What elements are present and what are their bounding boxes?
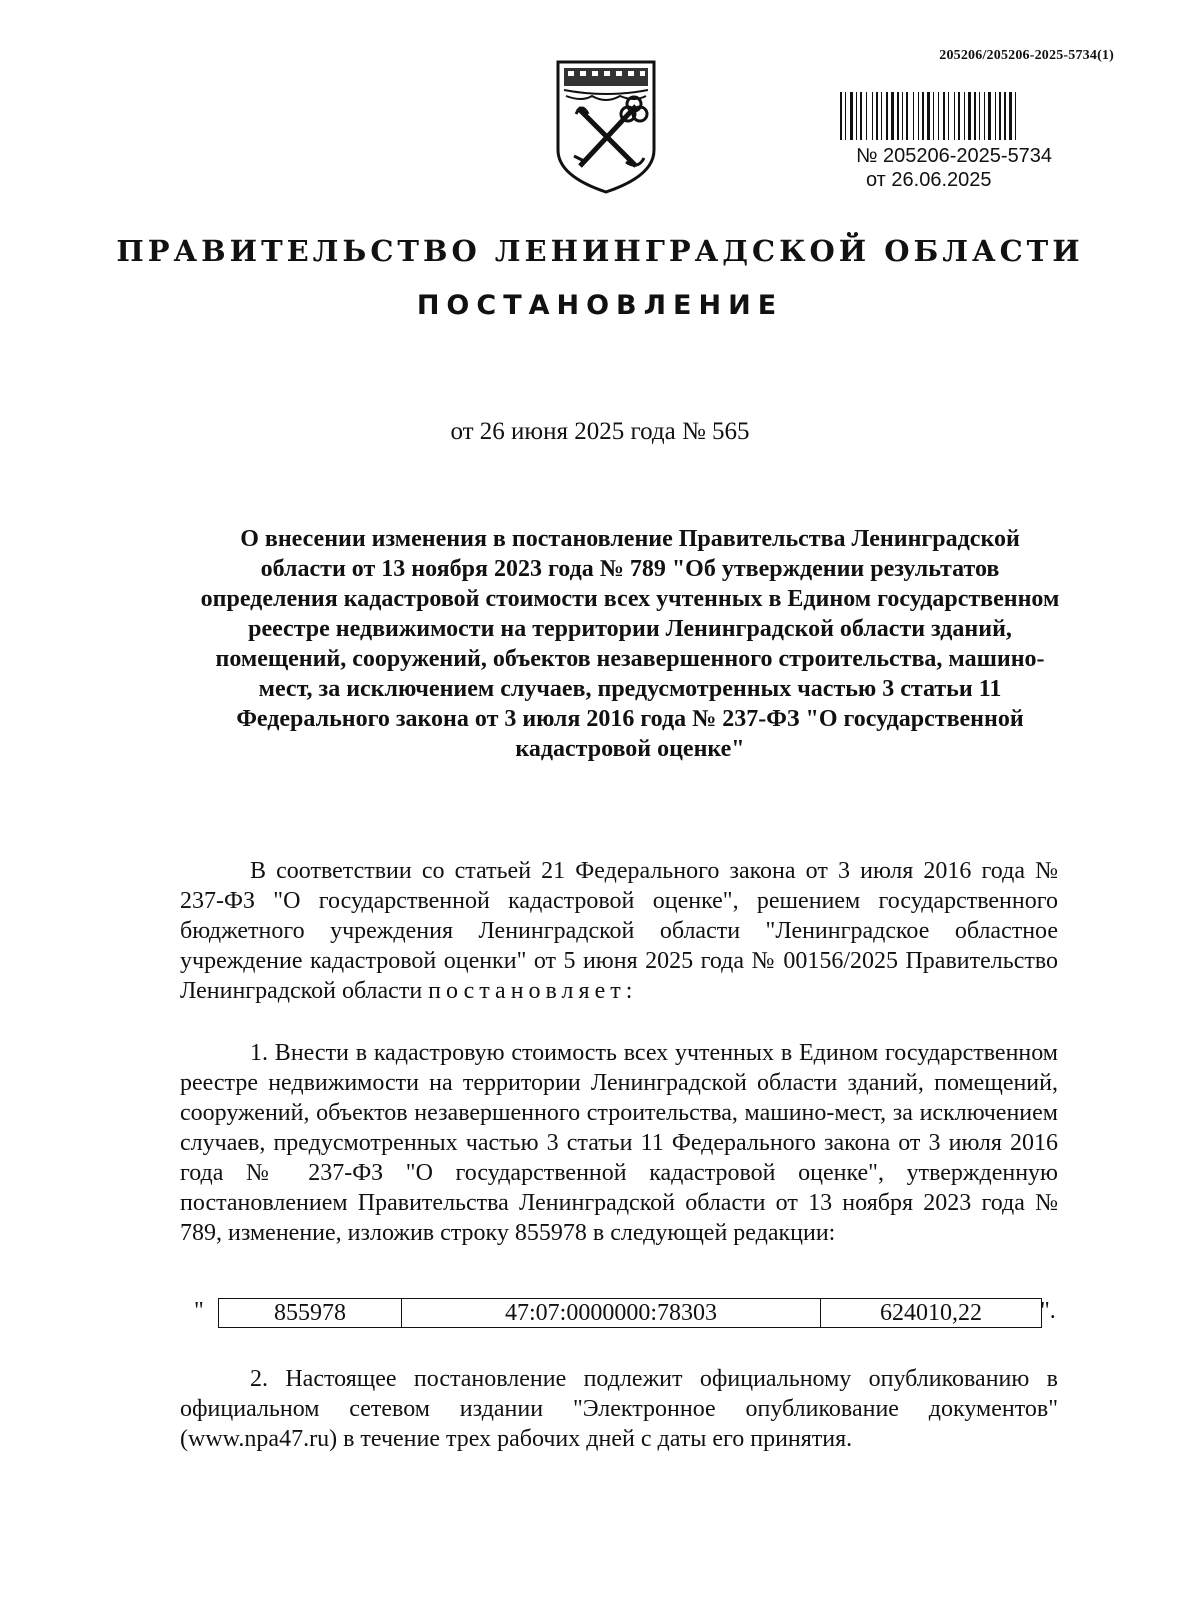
open-quote: "	[194, 1298, 204, 1324]
document-date-number: от 26 июня 2025 года № 565	[450, 418, 750, 445]
document-heading: О внесении изменения в постановление Правительства Ленинградской области от 13 ноября 2023 года № 789 "Об утверждении результатов определения кадастровой стоимости всех учтенных в Едином государственном реестре недвижимости на территории Ленинградской области зданий, помещений, сооружений, объектов незавершенного строительства, машино-мест, за исключением случаев, предусмотренных частью 3 статьи 11 Федерального закона от 3 июля 2016 года № 237-ФЗ "О государственной кадастровой оценке"	[200, 526, 1060, 762]
row-number-cell: 855978	[219, 1299, 402, 1328]
preamble-paragraph	[180, 856, 1058, 1006]
item-2-paragraph: 2. Настоящее постановление подлежит официальному опубликованию в официальном сетевом издании "Электронное опубликование документов" (www.npa47.ru) в течение трех рабочих дней с даты его принятия.	[180, 1366, 1058, 1452]
cadastral-number-cell: 47:07:0000000:78303	[402, 1299, 821, 1328]
amended-row-table	[218, 1298, 1042, 1328]
barcode-icon	[840, 92, 1102, 140]
close-quote: ".	[1040, 1298, 1056, 1324]
registration-date: от 26.06.2025	[866, 169, 992, 191]
decrees-word: постановляет:	[428, 978, 638, 1004]
document-type: ПОСТАНОВЛЕНИЕ	[416, 290, 784, 321]
government-title: ПРАВИТЕЛЬСТВО ЛЕНИНГРАДСКОЙ ОБЛАСТИ	[116, 234, 1084, 268]
item-1-paragraph: 1. Внести в кадастровую стоимость всех учтенных в Едином государственном реестре недвижимости на территории Ленинградской области зданий, помещений, сооружений, объектов незавершенного строительства, машино-мест, за исключением случаев, предусмотренных частью 3 статьи 11 Федерального закона от 3 июля 2016 года № 237-ФЗ "О государственной кадастровой оценке", утвержденную постановлением Правительства Ленинградской области от 13 ноября 2023 года № 789, изменение, изложив строку 855978 в следующей редакции:	[180, 1040, 1058, 1246]
amended-row	[190, 1298, 1070, 1328]
preamble-text: В соответствии со статьей 21 Федерального закона от 3 июля 2016 года № 237-ФЗ "О государственной кадастровой оценке", решением государственного бюджетного учреждения Ленинградской области "Ленинградское областное учреждение кадастровой оценки" от 5 июня 2025 года № 00156/2025 Правительство Ленинградской области	[180, 858, 1058, 1004]
document-id: 205206/205206-2025-5734(1)	[939, 48, 1114, 63]
leningrad-oblast-coat-of-arms-icon	[552, 58, 660, 194]
table-row	[219, 1299, 1042, 1328]
registration-number: № 205206-2025-5734	[856, 145, 1053, 167]
cadastral-value-cell: 624010,22	[821, 1299, 1042, 1328]
